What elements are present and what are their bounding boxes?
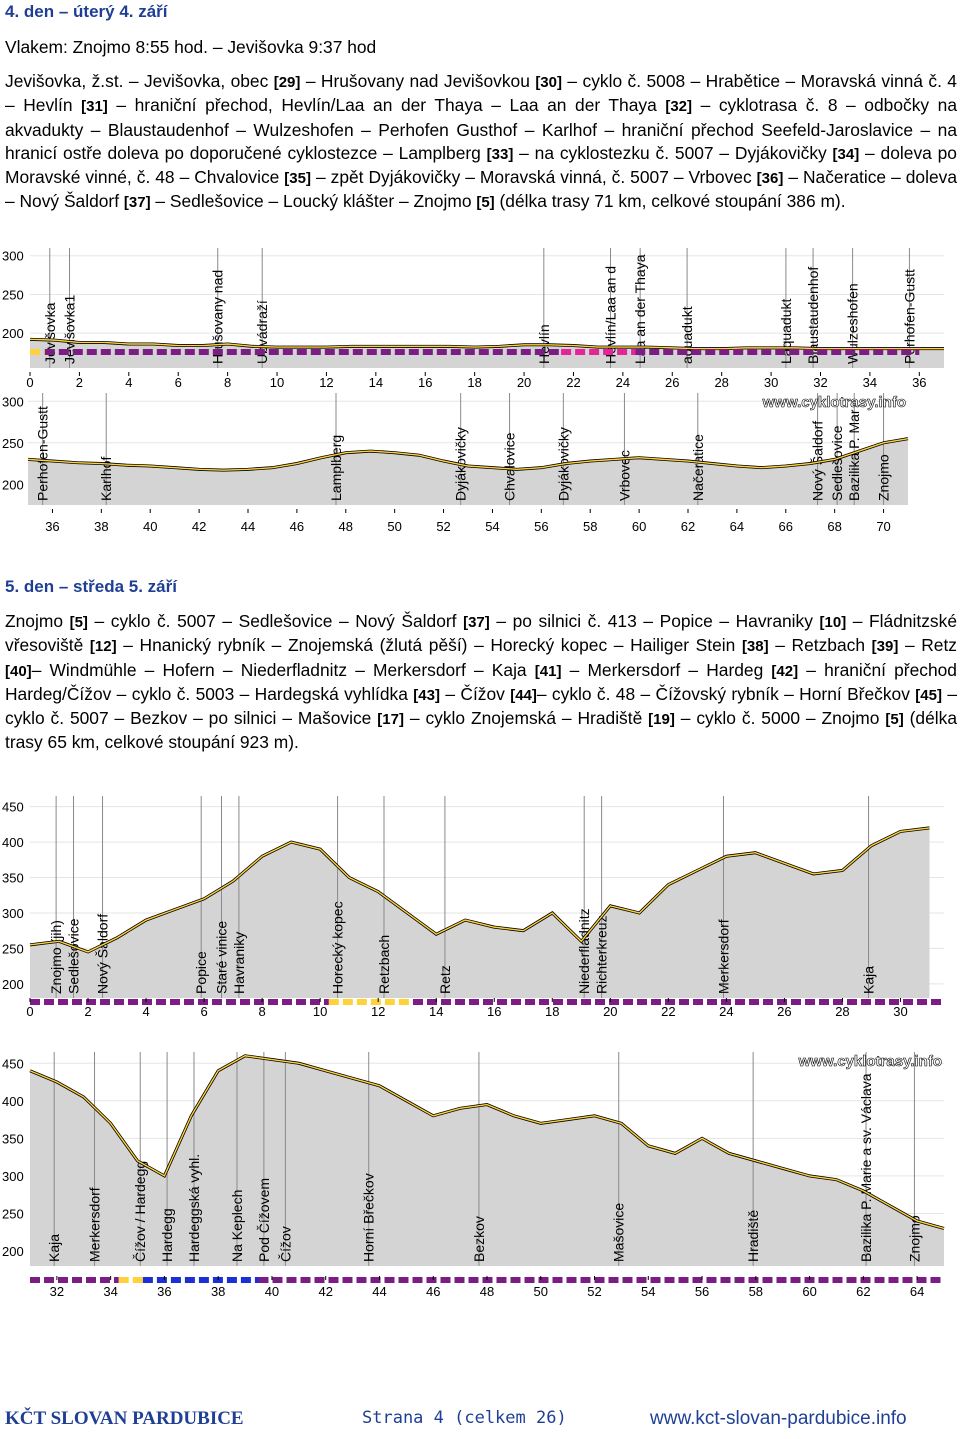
x-tick-label: 16 <box>487 1004 502 1019</box>
y-tick-label: 200 <box>2 976 24 992</box>
waypoint-ref: [32] <box>665 98 693 116</box>
x-tick-label: 48 <box>338 519 354 534</box>
x-tick-label: 12 <box>370 1004 386 1019</box>
station-label: Sedlešovice <box>65 918 82 994</box>
x-tick-label: 56 <box>534 519 549 534</box>
x-tick-label: 18 <box>545 1004 560 1019</box>
y-tick-label: 400 <box>2 835 24 851</box>
station-label: aquadukt <box>679 306 696 364</box>
station-label: Havraniky <box>230 931 247 994</box>
x-tick-label: 62 <box>680 519 696 534</box>
x-tick-label: 64 <box>909 1284 925 1299</box>
waypoint-ref: [33] <box>486 145 514 163</box>
y-tick-label: 300 <box>2 248 24 264</box>
waypoint-ref: [5] <box>885 711 904 729</box>
x-tick-label: 10 <box>269 375 285 390</box>
waypoint-ref: [12] <box>89 638 117 656</box>
waypoint-ref: [38] <box>741 638 769 656</box>
x-tick-label: 24 <box>719 1004 734 1019</box>
station-label: Retzbach <box>375 934 392 994</box>
x-tick-label: 4 <box>142 1004 150 1019</box>
x-tick-label: 18 <box>467 375 482 390</box>
station-label: Hradiště <box>745 1209 762 1262</box>
footer-url[interactable]: www.kct-slovan-pardubice.info <box>650 1408 907 1429</box>
x-tick-label: 22 <box>566 375 581 390</box>
x-tick-label: 62 <box>856 1284 871 1299</box>
station-label: Laquadukt <box>777 298 794 364</box>
x-tick-label: 44 <box>372 1284 387 1299</box>
x-tick-label: 38 <box>210 1284 226 1299</box>
x-tick-label: 58 <box>582 519 598 534</box>
station-label: Sedlešovice <box>829 425 846 501</box>
station-label: Popice <box>193 951 210 994</box>
waypoint-ref: [5] <box>69 614 88 631</box>
x-tick-label: 42 <box>318 1284 333 1299</box>
waypoint-ref: [45] <box>915 686 942 704</box>
x-tick-label: 66 <box>778 519 794 534</box>
waypoint-ref: [41] <box>534 662 562 680</box>
x-tick-label: 40 <box>142 519 158 534</box>
watermark-text: www.cyklotrasy.info <box>798 1053 942 1070</box>
y-tick-label: 300 <box>2 1168 24 1184</box>
station-label: Mašovice <box>610 1202 627 1262</box>
station-label: Laa an der Thaya <box>632 254 649 364</box>
waypoint-ref: [37] <box>463 614 490 631</box>
station-label: Merkersdorf <box>86 1187 103 1262</box>
x-tick-label: 46 <box>426 1284 441 1299</box>
elevation-chart-day5-part1 <box>0 788 960 1028</box>
x-tick-label: 12 <box>319 375 334 390</box>
x-tick-label: 16 <box>418 375 433 390</box>
station-label: Jevišovka1 <box>61 294 78 364</box>
station-label: Čížov / Hardegg <box>132 1160 149 1262</box>
waypoint-ref: [5] <box>476 194 495 212</box>
day4-heading: 4. den – úterý 4. září <box>5 2 168 21</box>
station-label: Karlhof <box>98 456 115 501</box>
x-tick-label: 4 <box>125 375 133 390</box>
station-label: Richterkreuz <box>593 915 610 994</box>
x-tick-label: 52 <box>436 519 451 534</box>
waypoint-ref: [17] <box>377 711 404 729</box>
station-label: Horecký kopec <box>329 901 346 994</box>
station-label: Hevlín <box>535 324 552 364</box>
station-label: Chvalovice <box>501 432 518 501</box>
x-tick-label: 2 <box>75 375 84 390</box>
y-tick-label: 200 <box>2 1243 24 1259</box>
station-label: Lamplberg <box>328 434 344 501</box>
station-label: Bezkov <box>470 1216 487 1262</box>
waypoint-ref: [44] <box>510 686 537 704</box>
waypoint-ref: [29] <box>273 74 301 91</box>
day5-route: Znojmo [5] – cyklo č. 5007 – Sedlešovice – Nový Šaldorf [37] – po silnici č. 413 – Popice – Havraniky [10] – Fládnitzské vřesoviště [12] – Hnanický rybník – Znojemská (žlutá pěší) – Horecký kopec – Hailiger Stein [38] – Retzbach [39] – Retz [40]– Windmühle – Hofern – Niederfladnitz – Merkersdorf – Kaja [41] – Merkersdorf – Hardeg [42] – hraniční přechod Hardeg/Čížov – cyklo č. 5003 – Hardegská vyhlídka [43] – Čížov [44]– cyklo č. 48 – Čížovský rybník – Horní Břečkov [45] – cyklo č. 5007 – Bezkov – po silnici – Mašovice [17] – cyklo Znojemská – Hradiště [19] – cyklo č. 5000 – Znojmo [5] (délka trasy 65 km, celkové stoupání 923 m). <box>5 611 958 753</box>
y-tick-label: 250 <box>2 1206 24 1222</box>
y-tick-label: 200 <box>2 477 24 493</box>
x-tick-label: 2 <box>84 1004 92 1019</box>
station-label: Znojmo <box>875 454 892 501</box>
station-label: Perhofen-Gustt <box>34 406 51 501</box>
x-tick-label: 50 <box>387 519 402 534</box>
x-tick-label: 34 <box>862 375 878 390</box>
x-tick-label: 32 <box>813 375 828 390</box>
footer-club: KČT SLOVAN PARDUBICE <box>5 1408 244 1429</box>
station-label: Znojmo <box>906 1215 923 1262</box>
y-tick-label: 300 <box>2 905 24 921</box>
station-label: Horní Břečkov <box>360 1173 377 1262</box>
x-tick-label: 34 <box>103 1284 118 1299</box>
x-tick-label: 52 <box>587 1284 602 1299</box>
x-tick-label: 28 <box>835 1004 850 1019</box>
x-tick-label: 40 <box>264 1284 280 1299</box>
station-label: Blaustaudenhof <box>805 266 822 364</box>
x-tick-label: 58 <box>748 1284 764 1299</box>
station-label: Wulzeshofen <box>844 283 861 364</box>
waypoint-ref: [10] <box>819 614 847 631</box>
x-tick-label: 50 <box>533 1284 548 1299</box>
waypoint-ref: [42] <box>771 662 799 680</box>
x-tick-label: 48 <box>479 1284 495 1299</box>
x-tick-label: 0 <box>26 375 34 390</box>
waypoint-ref: [35] <box>284 170 311 188</box>
x-tick-label: 14 <box>428 1004 444 1019</box>
station-label: Perhofen-Gustt <box>901 269 918 364</box>
station-label: Načeratice <box>689 434 706 501</box>
station-label: Bazilika P. Mar <box>846 409 863 501</box>
x-tick-label: 6 <box>174 375 182 390</box>
waypoint-ref: [30] <box>535 74 562 91</box>
station-label: Hrušovany nad <box>209 269 226 364</box>
x-tick-label: 24 <box>615 375 631 390</box>
x-tick-label: 20 <box>603 1004 618 1019</box>
waypoint-ref: [34] <box>832 145 860 163</box>
station-label: Znojmo (jih) <box>48 920 65 994</box>
watermark-text: www.cyklotrasy.info <box>762 394 906 411</box>
x-tick-label: 68 <box>827 519 842 534</box>
y-tick-label: 300 <box>2 394 24 410</box>
x-tick-label: 6 <box>200 1004 208 1019</box>
x-tick-label: 36 <box>157 1284 172 1299</box>
station-label: Hardegg <box>159 1208 176 1262</box>
y-tick-label: 250 <box>2 287 24 303</box>
y-tick-label: 350 <box>2 1131 24 1147</box>
y-tick-label: 450 <box>2 799 24 815</box>
x-tick-label: 44 <box>240 519 256 534</box>
station-label: Kaja <box>860 965 877 994</box>
y-tick-label: 250 <box>2 435 24 451</box>
day5-heading: 5. den – středa 5. září <box>5 577 177 596</box>
waypoint-ref: [40] <box>5 662 32 680</box>
x-tick-label: 30 <box>763 375 779 390</box>
waypoint-ref: [19] <box>648 711 675 729</box>
waypoint-ref: [37] <box>123 194 151 212</box>
x-tick-label: 36 <box>45 519 60 534</box>
station-label: Dyjákovičky <box>555 427 572 501</box>
x-tick-label: 26 <box>777 1004 792 1019</box>
waypoint-ref: [36] <box>756 170 784 188</box>
x-tick-label: 56 <box>694 1284 710 1299</box>
station-label: Nový Šaldorf <box>94 913 111 994</box>
station-label: Bazilika P. Marie a sv. Václava <box>858 1073 875 1262</box>
station-label: Hardeggská vyhl. <box>185 1153 202 1262</box>
y-tick-label: 450 <box>2 1056 24 1072</box>
x-tick-label: 20 <box>516 375 532 390</box>
x-tick-label: 36 <box>912 375 927 390</box>
day4-route: Jevišovka, ž.st. – Jevišovka, obec [29] – Hrušovany nad Jevišovkou [30] – cyklo č. 5008 – Hrabětice – Moravská vinná č. 4 – Hevlín [31] – hraniční přechod, Hevlín/Laa an der Thaya – Laa an der Thaya [32] – cyklotrasa č. 8 – odbočky na akvadukty – Blaustaudenhof – Wulzeshofen – Perhofen Gusthof – Karlhof – hraniční přechod Seefeld-Jaroslavice – na hranicí ostře doleva po doporučené cyklostezce – Lamplberg [33] – na cyklostezku č. 5007 – Dyjákovičky [34] – doleva po Moravské vinné, č. 48 – Chvalovice [35] – zpět Dyjákovičky – Moravská vinná, č. 5007 – Vrbovec [36] – Načeratice – doleva – Nový Šaldorf [37] – Sedlešovice – Loucký klášter – Znojmo [5] (délka trasy 71 km, celkové stoupání 386 m). <box>5 71 958 212</box>
x-tick-label: 54 <box>485 519 500 534</box>
station-label: Čížov <box>277 1226 294 1262</box>
station-label: Nový Šaldorf <box>809 420 826 501</box>
x-tick-label: 54 <box>641 1284 656 1299</box>
x-tick-label: 46 <box>289 519 305 534</box>
station-label: Jevišovka <box>41 302 58 364</box>
x-tick-label: 60 <box>802 1284 817 1299</box>
elevation-chart-day5-part2 <box>0 1040 960 1310</box>
x-tick-label: 22 <box>661 1004 676 1019</box>
x-tick-label: 8 <box>258 1004 266 1019</box>
x-tick-label: 10 <box>312 1004 328 1019</box>
station-label: Ubvádraží <box>254 300 271 364</box>
y-tick-label: 200 <box>2 326 24 342</box>
station-label: Vrbovec <box>616 450 633 501</box>
waypoint-ref: [43] <box>413 686 440 704</box>
waypoint-ref: [39] <box>871 638 899 656</box>
x-tick-label: 64 <box>729 519 745 534</box>
station-label: Niederfladnitz <box>576 908 593 994</box>
station-label: Hevlín/Laa an d <box>602 265 619 364</box>
x-tick-label: 38 <box>94 519 109 534</box>
station-label: Na Keplech <box>228 1189 245 1262</box>
footer-page: Strana 4 (celkem 26) <box>362 1408 567 1428</box>
x-tick-label: 28 <box>714 375 729 390</box>
station-label: Staré vinice <box>213 920 230 994</box>
x-tick-label: 32 <box>49 1284 65 1299</box>
x-tick-label: 8 <box>224 375 232 390</box>
elevation-chart-day4-part2 <box>0 385 960 540</box>
station-label: Dyjákovičky <box>452 427 469 501</box>
x-tick-label: 70 <box>876 519 891 534</box>
elevation-chart-day4-part1 <box>0 240 960 400</box>
station-label: Retz <box>436 965 453 994</box>
y-tick-label: 250 <box>2 941 24 957</box>
station-label: Kaja <box>46 1233 63 1262</box>
x-tick-label: 60 <box>631 519 647 534</box>
day4-train: Vlakem: Znojmo 8:55 hod. – Jevišovka 9:37 hod <box>5 37 377 57</box>
station-label: Merkersdorf <box>715 919 732 994</box>
y-tick-label: 400 <box>2 1093 24 1109</box>
x-tick-label: 14 <box>368 375 384 390</box>
x-tick-label: 30 <box>893 1004 908 1019</box>
station-label: Pod Čížovem <box>255 1177 272 1262</box>
y-tick-label: 350 <box>2 870 24 886</box>
x-tick-label: 0 <box>26 1004 34 1019</box>
waypoint-ref: [31] <box>81 98 108 116</box>
x-tick-label: 26 <box>665 375 680 390</box>
x-tick-label: 42 <box>191 519 207 534</box>
